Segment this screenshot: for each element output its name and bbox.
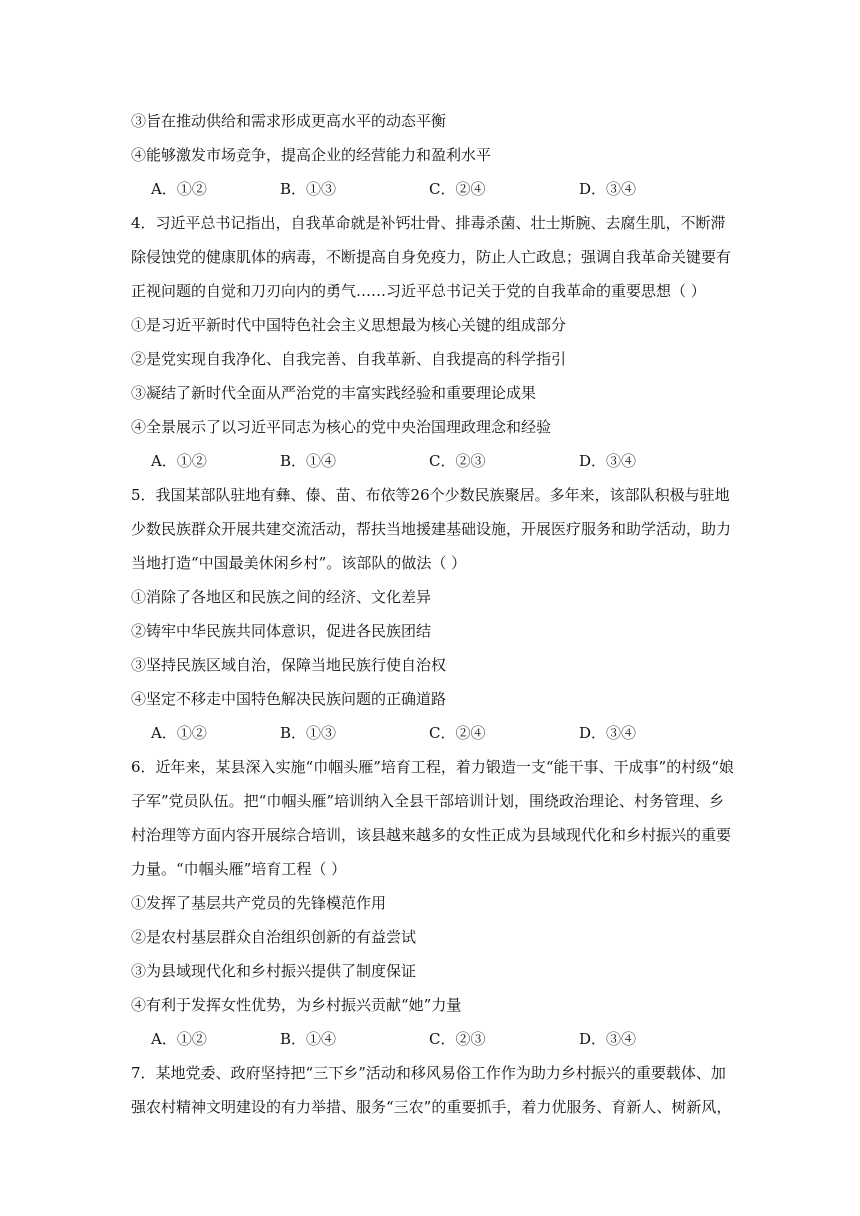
q5-stem-line-2: 少数民族群众开展共建交流活动，帮扶当地援建基础设施，开展医疗服务和助学活动，助力 <box>131 520 732 538</box>
q6-stem-line-2: 子军”党员队伍。把“巾帼头雁”培训纳入全县干部培训计划，围绕政治理论、村务管理、乡 <box>131 792 725 810</box>
q4-choice-b: B．①④ <box>280 452 337 470</box>
q4-choice-c: C．②③ <box>429 452 486 470</box>
q5-choice-c: C．②④ <box>429 724 486 742</box>
q6-choice-b: B．①④ <box>280 1030 337 1048</box>
q4-choice-a: A．①② <box>151 452 207 470</box>
q3-choice-b: B．①③ <box>280 180 337 198</box>
q7-stem-line-1: 7．某地党委、政府坚持把“三下乡”活动和移风易俗工作作为助力乡村振兴的重要载体、加 <box>131 1064 726 1082</box>
q4-choice-d: D．③④ <box>579 452 637 470</box>
q3-choice-a: A．①② <box>151 180 207 198</box>
q6-choice-a: A．①② <box>151 1030 207 1048</box>
q6-item-3: ③为县域现代化和乡村振兴提供了制度保证 <box>131 962 417 980</box>
q6-stem-line-3: 村治理等方面内容开展综合培训，该县越来越多的女性正成为县域现代化和乡村振兴的重要 <box>131 826 732 844</box>
q3-choice-d: D．③④ <box>579 180 637 198</box>
q5-item-2: ②铸牢中华民族共同体意识，促进各民族团结 <box>131 622 432 640</box>
q4-stem-line-2: 除侵蚀党的健康肌体的病毒，不断提高自身免疫力，防止人亡政息；强调自我革命关键要有 <box>131 248 732 266</box>
q5-item-3: ③坚持民族区域自治，保障当地民族行使自治权 <box>131 656 447 674</box>
q6-item-2: ②是农村基层群众自治组织创新的有益尝试 <box>131 928 417 946</box>
q3-choice-c: C．②④ <box>429 180 486 198</box>
q5-item-1: ①消除了各地区和民族之间的经济、文化差异 <box>131 588 432 606</box>
q4-item-3: ③凝结了新时代全面从严治党的丰富实践经验和重要理论成果 <box>131 384 537 402</box>
q6-stem-line-4: 力量。“巾帼头雁”培育工程（ ） <box>131 860 347 878</box>
q6-choice-d: D．③④ <box>579 1030 637 1048</box>
q4-stem-line-3: 正视问题的自觉和刀刃向内的勇气……习近平总书记关于党的自我革命的重要思想（ ） <box>131 282 706 300</box>
q5-choice-d: D．③④ <box>579 724 637 742</box>
q3-item-3: ③旨在推动供给和需求形成更高水平的动态平衡 <box>131 112 447 130</box>
q6-item-1: ①发挥了基层共产党员的先锋模范作用 <box>131 894 387 912</box>
q6-item-4: ④有利于发挥女性优势，为乡村振兴贡献“她”力量 <box>131 996 462 1014</box>
q5-choice-b: B．①③ <box>280 724 337 742</box>
q3-item-4: ④能够激发市场竞争，提高企业的经营能力和盈利水平 <box>131 146 492 164</box>
q4-item-1: ①是习近平新时代中国特色社会主义思想最为核心关键的组成部分 <box>131 316 567 334</box>
q5-stem-line-3: 当地打造“中国最美休闲乡村”。该部队的做法（ ） <box>131 554 467 572</box>
q6-choice-c: C．②③ <box>429 1030 486 1048</box>
q7-stem-line-2: 强农村精神文明建设的有力举措、服务“三农”的重要抓手，着力优服务、育新人、树新风， <box>131 1098 732 1116</box>
q4-item-2: ②是党实现自我净化、自我完善、自我革新、自我提高的科学指引 <box>131 350 567 368</box>
q5-item-4: ④坚定不移走中国特色解决民族问题的正确道路 <box>131 690 447 708</box>
q6-stem-line-1: 6．近年来，某县深入实施“巾帼头雁”培育工程，着力锻造一支“能干事、干成事”的村级“娘 <box>131 758 734 776</box>
q5-choice-a: A．①② <box>151 724 207 742</box>
q5-stem-line-1: 5．我国某部队驻地有彝、傣、苗、布依等26个少数民族聚居。多年来，该部队积极与驻地 <box>131 486 730 504</box>
q4-stem-line-1: 4．习近平总书记指出，自我革命就是补钙壮骨、排毒杀菌、壮士斯腕、去腐生肌，不断滞 <box>131 214 726 232</box>
q4-item-4: ④全景展示了以习近平同志为核心的党中央治国理政理念和经验 <box>131 418 552 436</box>
